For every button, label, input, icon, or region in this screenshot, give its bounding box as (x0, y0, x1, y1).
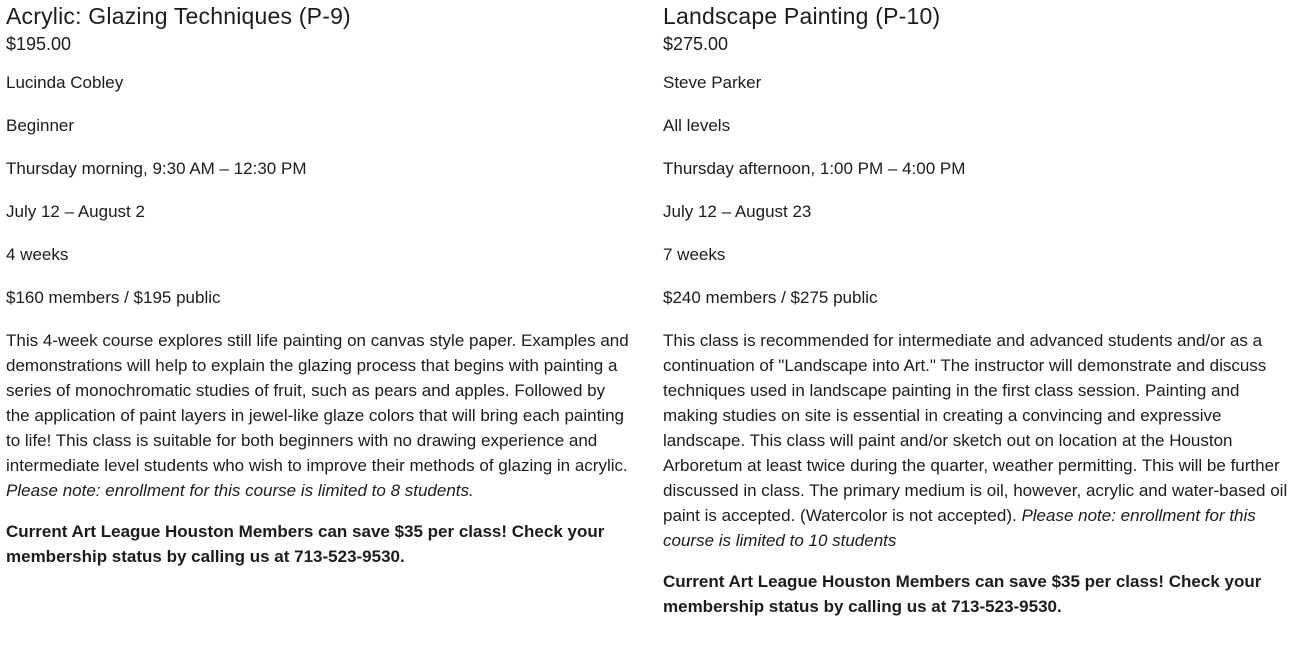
course-duration: 7 weeks (663, 245, 726, 264)
course-instructor: Steve Parker (663, 73, 762, 92)
course-level: All levels (663, 116, 731, 135)
course-card-glazing (6, 0, 631, 569)
course-pricing: $240 members / $275 public (663, 288, 878, 307)
course-title: Landscape Painting (P-10) (663, 3, 941, 29)
course-enrollment-note: Please note: enrollment for this course is limited to 10 students (663, 506, 1256, 550)
course-dates: July 12 – August 2 (6, 202, 145, 221)
course-schedule: Thursday morning, 9:30 AM – 12:30 PM (6, 159, 307, 178)
course-instructor: Lucinda Cobley (6, 73, 124, 92)
course-description (663, 328, 1289, 553)
course-duration: 4 weeks (6, 245, 69, 264)
course-price: $275.00 (663, 34, 729, 54)
course-enrollment-note: Please note: enrollment for this course is limited to 8 students. (6, 481, 474, 500)
course-description-text: This class is recommended for intermediate and advanced students and/or as a continuation of "Landscape into Art." The instructor will demonstrate and discuss techniques used in landscape painting in the first class session. Painting and making studies on site is essential in creating a convincing and expressive landscape. This class will paint and/or sketch out on location at the Houston Arboretum at least twice during the quarter, weather permitting. This will be further discussed in class. The primary medium is oil, however, acrylic and water-based oil paint is accepted. (Watercolor is not accepted). (663, 331, 1288, 525)
course-title: Acrylic: Glazing Techniques (P-9) (6, 3, 351, 29)
course-description (6, 328, 631, 503)
course-card-landscape (663, 0, 1289, 619)
course-dates: July 12 – August 23 (663, 202, 812, 221)
course-schedule: Thursday afternoon, 1:00 PM – 4:00 PM (663, 159, 966, 178)
course-level: Beginner (6, 116, 75, 135)
course-price: $195.00 (6, 34, 72, 54)
course-description-text: This 4-week course explores still life painting on canvas style paper. Examples and demonstrations will help to explain the glazing process that begins with painting a series of monochromatic studies of fruit, such as pears and apples. Followed by the application of paint layers in jewel-like glaze colors that will bring each painting to life! This class is suitable for both beginners with no drawing experience and intermediate level students who wish to improve their methods of glazing in acrylic. (6, 331, 629, 475)
course-pricing: $160 members / $195 public (6, 288, 221, 307)
member-promo: Current Art League Houston Members can save $35 per class! Check your membership status by calling us at 713-523-9530. (6, 522, 605, 566)
member-promo: Current Art League Houston Members can save $35 per class! Check your membership status by calling us at 713-523-9530. (663, 572, 1262, 616)
